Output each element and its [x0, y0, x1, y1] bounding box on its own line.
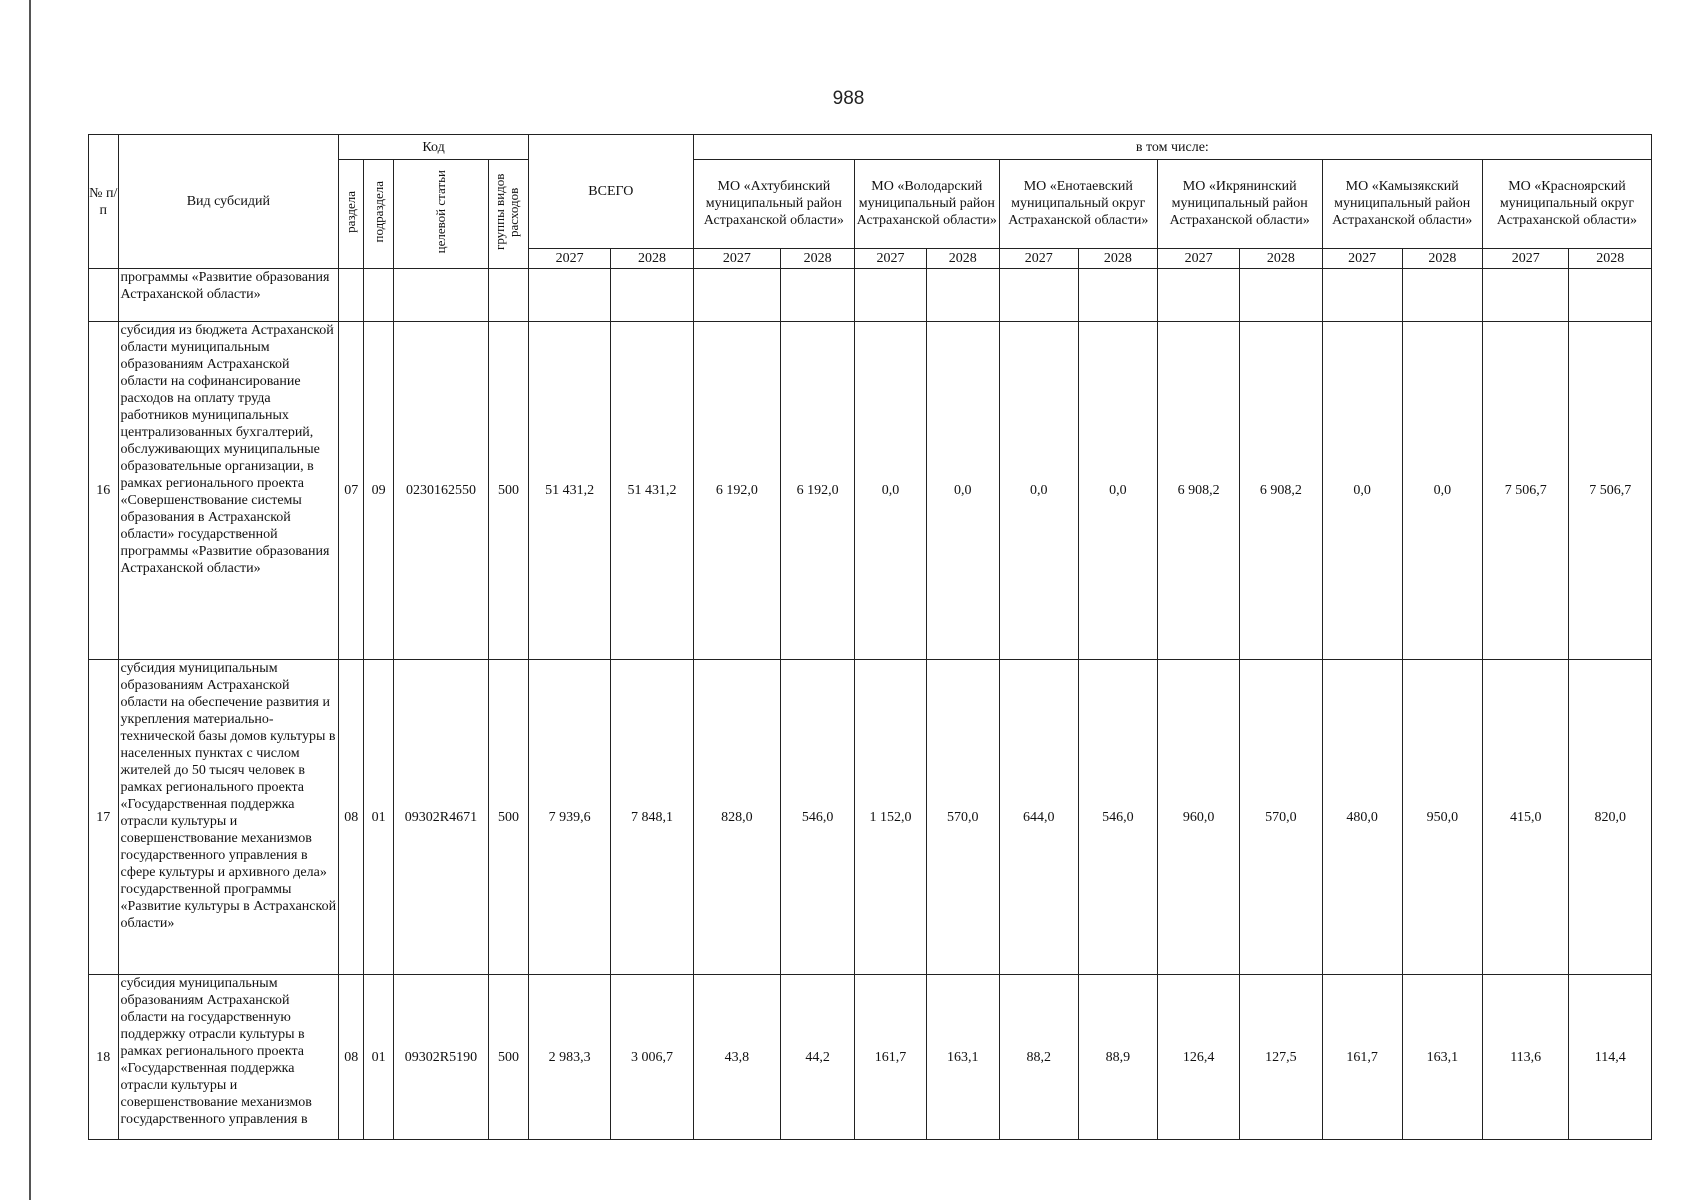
- table-row: [89, 660, 1652, 975]
- row-target-article: [393, 269, 488, 322]
- cell-value: 828,0: [693, 660, 781, 975]
- page-margin-line: [29, 0, 31, 1200]
- cell-value: [1482, 269, 1569, 322]
- cell-value: 43,8: [693, 975, 781, 1140]
- subsidy-table: [88, 134, 1652, 1140]
- header-mun-akhtubinsky: МО «Ахтубинский муниципальный район Астраханской области»: [693, 160, 854, 249]
- row-target-article: 0230162550: [393, 322, 488, 660]
- header-year-2027: 2027: [855, 248, 927, 268]
- row-razdel: [339, 269, 364, 322]
- cell-value: 0,0: [999, 322, 1078, 660]
- cell-value: [781, 269, 855, 322]
- header-year-2027: 2027: [1157, 248, 1239, 268]
- cell-value: 88,9: [1078, 975, 1157, 1140]
- row-description: субсидия муниципальным образованиям Астраханской области на государственную поддержку отрасли культуры в рамках регионального проекта «Государственная поддержка отрасли культуры и совершенствование механизмов государственного управления в: [118, 975, 339, 1140]
- header-name: Вид субсидий: [118, 135, 339, 269]
- cell-value: 114,4: [1569, 975, 1652, 1140]
- cell-value: [1322, 269, 1402, 322]
- cell-value: 7 939,6: [529, 660, 611, 975]
- table-row: [89, 322, 1652, 660]
- cell-value: [693, 269, 781, 322]
- row-expense-group: [488, 269, 528, 322]
- row-num: 18: [89, 975, 119, 1140]
- cell-value: 7 506,7: [1569, 322, 1652, 660]
- table-row: [89, 269, 1652, 322]
- row-podrazdel: 09: [364, 322, 394, 660]
- cell-value: 0,0: [926, 322, 999, 660]
- cell-value: 546,0: [781, 660, 855, 975]
- row-razdel: 07: [339, 322, 364, 660]
- header-year-2027: 2027: [1322, 248, 1402, 268]
- cell-value: [855, 269, 927, 322]
- cell-value: 1 152,0: [855, 660, 927, 975]
- cell-value: 7 848,1: [611, 660, 693, 975]
- row-razdel: 08: [339, 660, 364, 975]
- cell-value: 0,0: [1078, 322, 1157, 660]
- header-code-podrazdel: подраздела: [364, 160, 394, 269]
- row-num: 16: [89, 322, 119, 660]
- header-mun-kamyzyaksky: МО «Камызякский муниципальный район Астраханской области»: [1322, 160, 1482, 249]
- header-including: в том числе:: [693, 135, 1651, 160]
- cell-value: 127,5: [1240, 975, 1322, 1140]
- header-total: ВСЕГО: [529, 135, 694, 249]
- header-mun-volodarsky: МО «Володарский муниципальный район Астраханской области»: [855, 160, 1000, 249]
- header-code-razdel: раздела: [339, 160, 364, 269]
- cell-value: 570,0: [1240, 660, 1322, 975]
- cell-value: 6 908,2: [1240, 322, 1322, 660]
- cell-value: 51 431,2: [611, 322, 693, 660]
- cell-value: 113,6: [1482, 975, 1569, 1140]
- header-code-target-article: целевой статьи: [393, 160, 488, 269]
- cell-value: 0,0: [1402, 322, 1482, 660]
- header-mun-ikryaninsky: МО «Икрянинский муниципальный район Астраханской области»: [1157, 160, 1322, 249]
- cell-value: 960,0: [1157, 660, 1239, 975]
- cell-value: 161,7: [855, 975, 927, 1140]
- header-year-2028: 2028: [781, 248, 855, 268]
- row-expense-group: 500: [488, 322, 528, 660]
- header-year-2028: 2028: [1240, 248, 1322, 268]
- row-description: программы «Развитие образования Астраханской области»: [118, 269, 339, 322]
- cell-value: 644,0: [999, 660, 1078, 975]
- cell-value: 51 431,2: [529, 322, 611, 660]
- header-year-2027: 2027: [1482, 248, 1569, 268]
- row-description: субсидия из бюджета Астраханской области муниципальным образованиям Астраханской области на софинансирование расходов на оплату труда работников муниципальных централизованных бухгалтерий, обслуживающих муниципальные образовательные организации, в рамках регионального проекта «Совершенствование системы образования в Астраханской области» государственной программы «Развитие образования Астраханской области»: [118, 322, 339, 660]
- cell-value: 126,4: [1157, 975, 1239, 1140]
- cell-value: 3 006,7: [611, 975, 693, 1140]
- cell-value: 950,0: [1402, 660, 1482, 975]
- header-year-2028: 2028: [1402, 248, 1482, 268]
- header-code-expense-group: группы видов расходов: [488, 160, 528, 269]
- cell-value: [1157, 269, 1239, 322]
- header-year-total-2027: 2027: [529, 248, 611, 268]
- row-razdel: 08: [339, 975, 364, 1140]
- table-row: [89, 975, 1652, 1140]
- cell-value: 570,0: [926, 660, 999, 975]
- row-expense-group: 500: [488, 660, 528, 975]
- cell-value: [1240, 269, 1322, 322]
- cell-value: 163,1: [926, 975, 999, 1140]
- cell-value: [999, 269, 1078, 322]
- header-num: № п/п: [89, 135, 119, 269]
- cell-value: [1402, 269, 1482, 322]
- cell-value: 415,0: [1482, 660, 1569, 975]
- cell-value: [926, 269, 999, 322]
- row-target-article: 09302R5190: [393, 975, 488, 1140]
- cell-value: 546,0: [1078, 660, 1157, 975]
- header-year-2028: 2028: [1078, 248, 1157, 268]
- cell-value: 44,2: [781, 975, 855, 1140]
- cell-value: 6 192,0: [781, 322, 855, 660]
- cell-value: 161,7: [1322, 975, 1402, 1140]
- header-year-2027: 2027: [999, 248, 1078, 268]
- cell-value: 0,0: [855, 322, 927, 660]
- cell-value: [611, 269, 693, 322]
- row-num: [89, 269, 119, 322]
- header-mun-krasnoyarsky: МО «Красноярский муниципальный округ Астраханской области»: [1482, 160, 1651, 249]
- cell-value: [1569, 269, 1652, 322]
- header-code: Код: [339, 135, 529, 160]
- cell-value: 88,2: [999, 975, 1078, 1140]
- cell-value: 820,0: [1569, 660, 1652, 975]
- header-year-2028: 2028: [1569, 248, 1652, 268]
- header-year-2027: 2027: [693, 248, 781, 268]
- cell-value: 163,1: [1402, 975, 1482, 1140]
- row-description: субсидия муниципальным образованиям Астраханской области на обеспечение развития и укрепления материально-технической базы домов культуры в населенных пунктах с числом жителей до 50 тысяч человек в рамках регионального проекта «Государственная поддержка отрасли культуры и совершенствование механизмов государственного управления в сфере культуры и архивного дела» государственной программы «Развитие культуры в Астраханской области»: [118, 660, 339, 975]
- row-podrazdel: 01: [364, 975, 394, 1140]
- header-year-total-2028: 2028: [611, 248, 693, 268]
- cell-value: [529, 269, 611, 322]
- row-podrazdel: 01: [364, 660, 394, 975]
- page-number: 988: [832, 88, 865, 109]
- header-year-2028: 2028: [926, 248, 999, 268]
- row-target-article: 09302R4671: [393, 660, 488, 975]
- cell-value: 480,0: [1322, 660, 1402, 975]
- cell-value: 0,0: [1322, 322, 1402, 660]
- row-num: 17: [89, 660, 119, 975]
- cell-value: 6 192,0: [693, 322, 781, 660]
- cell-value: 7 506,7: [1482, 322, 1569, 660]
- cell-value: [1078, 269, 1157, 322]
- header-mun-enotaevsky: МО «Енотаевский муниципальный округ Астраханской области»: [999, 160, 1157, 249]
- row-expense-group: 500: [488, 975, 528, 1140]
- cell-value: 6 908,2: [1157, 322, 1239, 660]
- row-podrazdel: [364, 269, 394, 322]
- cell-value: 2 983,3: [529, 975, 611, 1140]
